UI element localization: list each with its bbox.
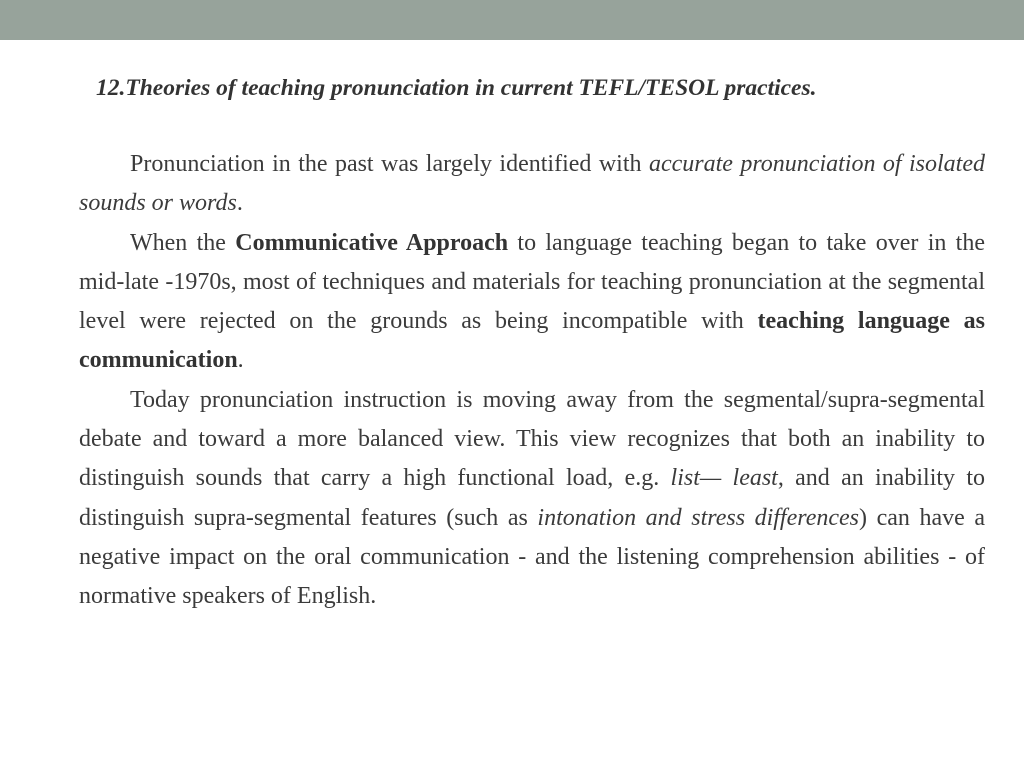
paragraph-text: ) can have a negative impact on the oral communication - and the listening comprehension abilities - of normative speakers of English. (79, 504, 985, 610)
italic-phrase: list— least (670, 465, 778, 492)
paragraph-past-pronunciation (79, 145, 985, 224)
paragraph-text: . (236, 190, 243, 217)
paragraph-communicative-approach (79, 224, 985, 381)
paragraph-text: to language teaching began to take over in the mid-late -1970s, most of techniques and materials for teaching pronunciation at the segmental level were rejected on the grounds as being incompatible with (79, 229, 985, 335)
slide-body (79, 145, 985, 617)
paragraph-text: . (237, 347, 244, 374)
slide-title: 12.Theories of teaching pronunciation in current TEFL/TESOL practices. (96, 75, 817, 101)
paragraph-today-instruction (79, 381, 985, 617)
paragraph-text: Pronunciation in the past was largely identified with (130, 151, 649, 177)
paragraph-text: , and an inability to distinguish supra-segmental features (such as (79, 465, 985, 531)
paragraph-text: Today pronunciation instruction is moving away from the segmental/supra-segmental debate and toward a more balanced view. This view recognizes that both an inability to distinguish sounds that carry a high functional load, e.g. (79, 386, 985, 492)
italic-phrase: accurate pronunciation of isolated sounds or words (79, 151, 985, 217)
paragraph-text: When the (130, 229, 236, 256)
bold-term: Communicative Approach (235, 229, 509, 256)
slide-header-bar (0, 0, 1024, 40)
italic-phrase: intonation and stress differences (537, 504, 860, 531)
bold-term: teaching language as communication (79, 308, 986, 374)
